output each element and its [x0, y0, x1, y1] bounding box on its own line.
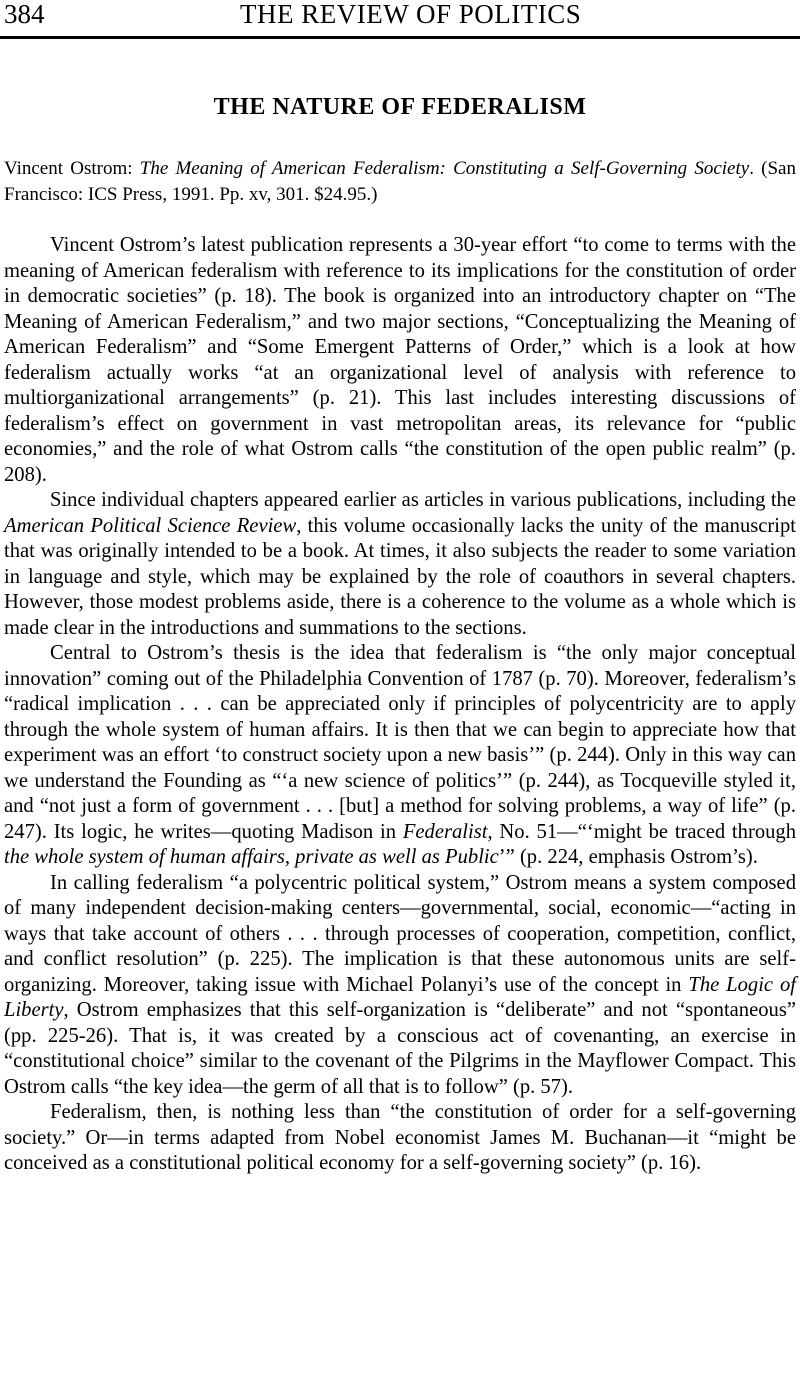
- body-paragraph: [4, 871, 796, 1101]
- paragraph-text: In calling federalism “a polycentric political system,” Ostrom means a system composed of many independent decision-making centers—governmental, social, economic—“acting in ways that take account of others . . . through processes of cooperation, competition, conflict, and conflict resolution” (p. 225). The implication is that these autonomous units are self-organizing. Moreover, taking issue with Michael Polanyi’s use of the concept in: [4, 871, 796, 996]
- book-citation: [4, 156, 796, 208]
- paragraph-text: Federalism, then, is nothing less than “the constitution of order for a self-governing society.” Or—in terms adapted from Nobel economist James M. Buchanan—it “might be conceived as a constitutional political economy for a self-governing society” (p. 16).: [4, 1101, 796, 1174]
- italic-text: The Logic of Liberty: [4, 973, 796, 1021]
- body-paragraph: [4, 641, 796, 871]
- italic-text: Federalist: [402, 820, 488, 843]
- paragraph-text: , this volume occasionally lacks the unity of the manuscript that was originally intended to be a book. At times, it also subjects the reader to some variation in language and style, which may be explained by the role of coauthors in several chapters. However, those modest problems aside, there is a coherence to the volume as a whole which is made clear in the introductions and summations to the sections.: [4, 514, 796, 639]
- paragraph-text: Central to Ostrom’s thesis is the idea that federalism is “the only major conceptual innovation” coming out of the Philadelphia Convention of 1787 (p. 70). Moreover, federalism’s “radical implication . . . can be appreciated only if principles of polycentricity are to apply through the whole system of human affairs. It is then that we can begin to appreciate how that experiment was an effort ‘to construct society upon a new basis’” (p. 244). Only in this way can we understand the Founding as “‘a new science of politics’” (p. 244), as Tocqueville styled it, and “not just a form of government . . . [but] a method for solving problems, a way of life” (p. 247). Its logic, he writes—quoting Madison in: [4, 642, 796, 843]
- citation-author: Vincent Ostrom:: [4, 158, 140, 179]
- running-head: [0, 0, 800, 39]
- paragraph-text: , Ostrom emphasizes that this self-organization is “deliberate” and not “spontaneous” (pp. 225-26). That is, it was created by a conscious act of covenanting, an exercise in “constitutional choice” similar to the covenant of the Pilgrims in the Mayflower Compact. This Ostrom calls “the key idea—the germ of all that is to follow” (p. 57).: [4, 999, 796, 1098]
- article-title: THE NATURE OF FEDERALISM: [213, 94, 587, 120]
- body-paragraph: [4, 233, 796, 488]
- paragraph-text: , No. 51—“‘might be traced through: [487, 820, 797, 843]
- italic-text: the whole system of human affairs, private as well as Public: [4, 846, 499, 868]
- page-number: 384: [4, 0, 45, 29]
- body-paragraph: [4, 1100, 796, 1177]
- italic-text: American Political Science Review: [4, 514, 297, 537]
- body-paragraph: [4, 488, 796, 641]
- citation-details: . (San Francisco: ICS Press, 1991. Pp. xv, 301. $24.95.): [4, 158, 796, 205]
- review-body: [4, 233, 796, 1177]
- paragraph-text: ’” (p. 224, emphasis Ostrom’s).: [498, 846, 758, 868]
- citation-book-title: The Meaning of American Federalism: Constituting a Self-Governing Society: [139, 158, 750, 179]
- paragraph-text: Vincent Ostrom’s latest publication represents a 30-year effort “to come to terms with the meaning of American federalism with reference to its implications for the constitution of order in democratic societies” (p. 18). The book is organized into an introductory chapter on “The Meaning of American Federalism,” and two major sections, “Conceptualizing the Meaning of American Federalism” and “Some Emergent Patterns of Order,” which is a look at how federalism actually works “at an organizational level of analysis with reference to multiorganizational arrangements” (p. 21). This last includes interesting discussions of federalism’s effect on government in vast metropolitan areas, its relevance for “public economies,” and the role of what Ostrom calls “the constitution of the open public realm” (p. 208).: [4, 234, 796, 486]
- paragraph-text: Since individual chapters appeared earlier as articles in various publications, including the: [50, 489, 796, 511]
- journal-title: THE REVIEW OF POLITICS: [240, 0, 582, 29]
